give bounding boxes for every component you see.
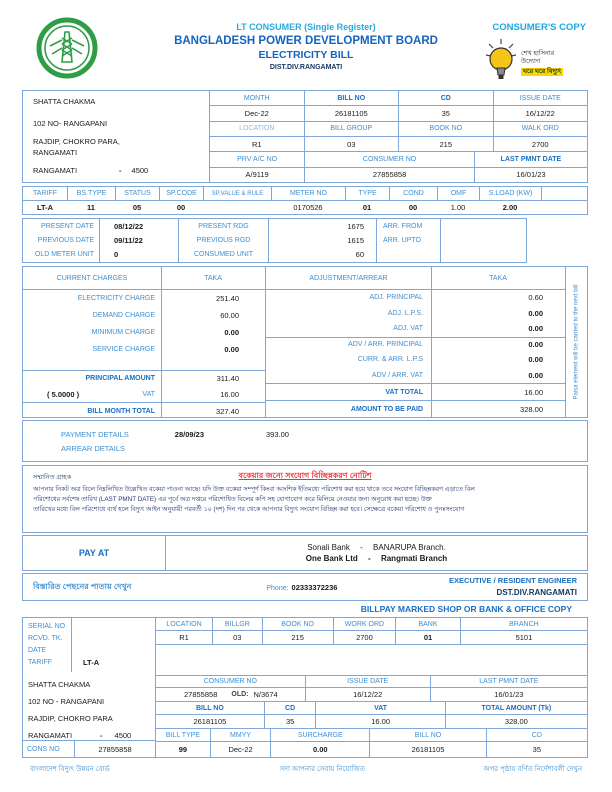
reading-row-previous [23, 233, 526, 247]
bp-old-value: N/3674 [253, 690, 278, 699]
minimum-charge-value: 0.00 [224, 328, 239, 337]
adv-arr-vat-value: 0.00 [528, 370, 543, 380]
issue-date-value: 16/12/22 [493, 106, 588, 120]
bp-bill-no-value: 26181105 [193, 717, 227, 726]
curr-arr-lps-row [266, 352, 565, 368]
type-header: TYPE [345, 187, 389, 200]
demand-charge-row [23, 307, 265, 324]
present-rdg-label: PRESENT RDG [178, 219, 268, 233]
info-header-row-1 [210, 91, 587, 106]
service-charge-value: 0.00 [224, 345, 239, 354]
cd-header: CD [398, 91, 493, 105]
old-meter-unit-value: 0 [99, 248, 178, 262]
arr-upto-value [440, 233, 526, 247]
arrear-details-label: ARREAR DETAILS [61, 443, 126, 453]
billpay-copy-box [22, 617, 588, 758]
bp-bill-no-header: BILL NO [195, 704, 224, 712]
tariff-strip [22, 186, 588, 215]
adj-vat-value: 0.00 [528, 324, 543, 334]
arr-from-label: ARR. FROM [376, 219, 440, 233]
sp-value-rule-value [203, 201, 271, 214]
bp-mmyy-header: MMYY [210, 729, 270, 741]
billpay-address [28, 676, 153, 744]
bs-type-header: BS.TYPE [67, 187, 115, 200]
location-value: R1 [251, 139, 262, 149]
bp-consumer-no-header: CONSUMER NO [203, 678, 257, 685]
consumer-info-box [22, 90, 588, 183]
vat-value: 16.00 [220, 389, 239, 399]
bp-branch-value: 5101 [460, 631, 587, 644]
billpay-address-line1: 102 NO - RANGAPANI [28, 697, 105, 706]
adj-vat-label: ADJ. VAT [393, 325, 423, 333]
phone-line [266, 583, 337, 592]
principal-amount-label: PRINCIPAL AMOUNT [85, 375, 155, 382]
vat-label: VAT [142, 390, 155, 398]
adv-arr-principal-value: 0.00 [528, 340, 543, 350]
bp-branch-header: BRANCH [460, 618, 587, 630]
present-rdg-value: 1675 [268, 219, 376, 233]
arr-from-value [440, 219, 526, 233]
service-charge-label: SERVICE CHARGE [92, 346, 155, 353]
pay-at-label: PAY AT [23, 536, 166, 570]
current-charges-header-row [23, 267, 265, 290]
side-note-column [566, 267, 587, 417]
tariff-value-empty [541, 201, 587, 214]
bp-vat-value: 16.00 [315, 715, 444, 728]
billpay-type-value-row [156, 742, 587, 757]
bp-cd2-header: CD [486, 729, 587, 741]
address-city-line [33, 166, 209, 175]
bank2-name: One Bank Ltd [305, 554, 358, 563]
book-no-value: 215 [398, 137, 493, 151]
billpay-bill-value-row [156, 715, 587, 729]
bulb-icon [484, 37, 518, 90]
adj-principal-value: 0.60 [528, 293, 543, 303]
billpay-loc-header-row [156, 618, 587, 631]
bill-info-grid [210, 91, 587, 182]
divider [161, 267, 162, 417]
info-value-row-2 [210, 137, 587, 152]
consumer-name: SHATTA CHAKMA [33, 97, 96, 106]
electricity-charge-label: ELECTRICITY CHARGE [77, 295, 155, 302]
billpay-right-panel [156, 618, 587, 757]
bp-last-pmnt-header: LAST PMNT DATE [430, 676, 587, 687]
bp-work-ord-header: WORK ORD [333, 618, 395, 630]
current-charges-panel [23, 267, 266, 417]
billpay-title: BILLPAY MARKED SHOP OR BANK & OFFICE COPY [360, 604, 572, 614]
billpay-tariff-value: LT-A [83, 658, 100, 667]
consumer-no-header: CONSUMER NO [304, 152, 474, 166]
prv-ac-no-value: A/9119 [245, 170, 269, 180]
adj-principal-label: ADJ. PRINCIPAL [369, 294, 423, 302]
minimum-charge-label: MINIMUM CHARGE [91, 329, 155, 336]
bp-surcharge-header: SURCHARGE [270, 729, 369, 741]
billpay-bill-header-row [156, 702, 587, 715]
notice-line2: পরিশোধের সর্বশেষ তারিখ (LAST PMNT DATE) এর পূর্বে অত্র দপ্তরে পরিশোধিত বিলের কপি সহ যোগাযোগ করে মিলিয়ে নেওয়ার জন্য অনুরোধ করা হচ্ছে। উক্ত [33, 496, 432, 504]
billpay-consumer-name: SHATTA CHAKMA [28, 680, 91, 689]
amount-to-be-paid-row [266, 400, 565, 418]
old-meter-unit-label: OLD METER UNIT [34, 251, 94, 259]
info-value-row-1 [210, 106, 587, 121]
back-page-note: বিস্তারিত পেছনের পাতায় দেখুন [33, 581, 132, 591]
pay-at-box [22, 535, 588, 571]
campaign-line2: উদ্যোগ [521, 58, 541, 66]
location-header: LOCATION [239, 125, 275, 133]
vat-rate: ( 5.0000 ) [47, 389, 80, 399]
notice-head [33, 470, 577, 482]
bp-bill-type-header: BILL TYPE [165, 731, 201, 739]
bill-group-header: BILL GROUP [304, 122, 399, 136]
adj-lps-row [266, 306, 565, 322]
bank1-separator: - [360, 543, 363, 552]
current-charges-header: CURRENT CHARGES [56, 274, 128, 282]
bp-mmyy-value: Dec-22 [210, 742, 270, 757]
address-line3: RANGAMATI [33, 148, 78, 157]
billpay-type-header-row [156, 729, 587, 742]
bank-list [166, 536, 587, 570]
bp-billgr-header: BILLGR [212, 618, 262, 630]
city: RANGAMATI [33, 166, 78, 175]
present-date-value: 08/12/22 [99, 219, 178, 233]
bill-no-header: BILL NO [304, 91, 399, 105]
taka-header-right: TAKA [489, 274, 507, 282]
bill-month-total-label: BILL MONTH TOTAL [87, 407, 155, 415]
bill-subtitle: LT CONSUMER (Single Register) [236, 22, 376, 32]
omf-value: 1.00 [450, 203, 466, 212]
electricity-charge-row [23, 290, 265, 307]
cond-header: COND [389, 187, 437, 200]
meter-no-header: METER NO [271, 187, 345, 200]
disconnection-notice-box [22, 465, 588, 533]
bp-issue-date-value: 16/12/22 [305, 688, 430, 701]
vat-total-row [266, 383, 565, 400]
bp-cd-value: 35 [264, 715, 316, 728]
bp-billgr-value: 03 [212, 631, 262, 644]
reading-empty-label [376, 248, 440, 262]
notice-body [33, 485, 577, 515]
omf-header: OMF [437, 187, 479, 200]
cond-value: 00 [408, 203, 418, 212]
billpay-loc-value-row [156, 631, 587, 645]
sp-value-rule-header: SP.VALUE & RULE [203, 187, 271, 200]
consumed-unit-value: 60 [268, 248, 376, 262]
bp-bill-no2-value: 26181105 [369, 742, 485, 757]
s-load-header: S.LOAD (KW) [479, 187, 541, 200]
adj-lps-value: 0.00 [528, 308, 543, 318]
previous-rgd-label: PREVIOUS RGD [178, 233, 268, 247]
officer-title: EXECUTIVE / RESIDENT ENGINEER [449, 576, 577, 586]
payment-details-box [22, 420, 588, 462]
footer-center: সদা আপনার সেবায় নিয়োজিত [279, 766, 365, 773]
officer-division: DST.DIV.RANGAMATI [496, 587, 577, 597]
adj-lps-label: ADJ. L.P.S. [387, 309, 423, 317]
charges-box [22, 266, 588, 418]
vat-total-label: VAT TOTAL [385, 388, 423, 396]
bp-book-no-header: BOOK NO [262, 618, 333, 630]
bank-line-2 [306, 554, 447, 563]
city-postcode-separator: - [119, 166, 122, 175]
bank1-name: Sonali Bank [307, 543, 350, 552]
arr-upto-label: ARR. UPTO [376, 233, 440, 247]
billpay-gap [156, 645, 587, 675]
info-header-row-2 [210, 122, 587, 137]
adv-arr-principal-label: ADV / ARR. PRINCIPAL [348, 341, 423, 349]
bp-cd-header: CD [264, 702, 316, 714]
type-value: 01 [362, 203, 372, 212]
divider [431, 267, 432, 417]
reading-row-present [23, 219, 526, 233]
bp-old-label: OLD: [231, 691, 249, 698]
month-value: Dec-22 [244, 108, 269, 118]
notice-line1: আপনার নিকট অত্র বিলে নিম্নলিখিত উল্লেখিত বকেয়া পাওনা আছে। যদি উক্ত বকেয়া সম্পূর্ণ কিংবা আংশিক ইতিমধ্যে পরিশোধ করা হয়ে থাকে তবে সংযোগ বিচ্ছিন্নকরণ এড়াতে বিল [33, 486, 475, 493]
demand-charge-label: DEMAND CHARGE [92, 312, 155, 319]
electricity-charge-value: 251.40 [216, 294, 239, 303]
footer-right: অপর পৃষ্ঠায় বর্ণিত নির্দেশাবলী দেখুন [483, 766, 582, 773]
phone-label: Phone: [266, 584, 289, 592]
meter-no-value: 0170526 [293, 203, 323, 212]
billpay-consumer-value-row [156, 688, 587, 702]
status-header: STATUS [115, 187, 159, 200]
last-pmnt-date-header: LAST PMNT DATE [474, 152, 587, 166]
adj-principal-row [266, 290, 565, 306]
payment-amount: 393.00 [266, 429, 289, 439]
bp-total-amount-value: 328.00 [445, 715, 587, 728]
vat-label-cell [23, 390, 161, 399]
adv-arr-vat-row [266, 368, 565, 384]
footer [30, 763, 582, 775]
prv-ac-no-header: PRV A/C NO [237, 155, 278, 163]
campaign-line3: ঘরে ঘরে বিদ্যুৎ [523, 67, 562, 75]
previous-date-label: PREVIOUS DATE [37, 236, 94, 244]
bank1-branch: BANARUPA Branch. [373, 543, 446, 552]
amount-to-be-paid-label: AMOUNT TO BE PAID [350, 406, 423, 413]
bp-consumer-no-value: 27855858 [184, 690, 218, 699]
billpay-city-separator: - [100, 731, 103, 740]
cons-no-value: 27855858 [98, 744, 132, 754]
bill-header [110, 22, 502, 71]
issue-date-header: ISSUE DATE [493, 91, 588, 105]
amount-to-be-paid-value: 328.00 [520, 405, 543, 414]
walk-ord-value: 2700 [493, 137, 588, 151]
sp-code-header: SP.CODE [159, 187, 203, 200]
tariff-header-row [23, 187, 587, 201]
curr-arr-lps-label: CURR. & ARR. L.P.S [357, 356, 423, 364]
bill-group-value: 03 [304, 137, 399, 151]
present-date-label: PRESENT DATE [40, 222, 94, 230]
principal-amount-row [23, 370, 265, 386]
billpay-address-line2: RAJDIP, CHOKRO PARA [28, 714, 113, 723]
consumers-copy-label: CONSUMER'S COPY [492, 22, 586, 33]
address-line2: RAJDIP, CHOKRO PARA, [33, 137, 120, 146]
tariff-header: TARIFF [33, 190, 57, 197]
cons-no-row [23, 740, 155, 757]
bp-work-ord-value: 2700 [333, 631, 395, 644]
billpay-left-labels [23, 618, 72, 672]
bp-bill-no2-header: BILL NO [369, 729, 485, 741]
billpay-city: RANGAMATI [28, 731, 73, 740]
org-name: BANGLADESH POWER DEVELOPMENT BOARD [174, 35, 438, 47]
adv-arr-vat-label: ADV / ARR. VAT [371, 371, 423, 379]
campaign-badge [484, 38, 584, 88]
previous-date-value: 09/11/22 [99, 233, 178, 247]
bp-total-amount-header: TOTAL AMOUNT (Tk) [445, 702, 587, 714]
bill-month-total-row [23, 402, 265, 419]
tariff-header-empty [541, 187, 587, 200]
walk-ord-header: WALK ORD [493, 122, 588, 136]
book-no-header: BOOK NO [398, 122, 493, 136]
bill-no-value: 26181105 [304, 106, 399, 120]
date-label: DATE [28, 647, 47, 654]
month-header: MONTH [243, 94, 270, 102]
consumed-unit-label: CONSUMED UNIT [178, 248, 268, 262]
notice-line3: তারিখের মধ্যে বিল পরিশোধে ব্যর্থ হলে বিদ্যুৎ আইন অনুযায়ী পরবর্তী ১০ (দশ) দিন পর থেকে আপনার বিদ্যুৎ সংযোগ বিচ্ছিন্ন করা হবে। সেক্ষেত্রে বকেয়া পরিশোধ ও পুনঃসংযোগ [33, 506, 465, 514]
service-charge-row [23, 341, 265, 358]
adj-vat-row [266, 321, 565, 337]
footer-left: বাংলাদেশ বিদ্যুৎ উন্নয়ন বোর্ড [30, 766, 110, 773]
adjustment-header-row [266, 267, 565, 290]
bp-issue-date-header: ISSUE DATE [305, 676, 430, 687]
notice-salutation: সম্মানিত গ্রাহক [33, 474, 72, 481]
info-value-row-3 [210, 168, 587, 182]
reading-empty-value [440, 248, 526, 262]
last-pmnt-date-value: 16/01/23 [474, 168, 587, 182]
bp-location-header: LOCATION [166, 620, 202, 628]
payment-details-row [23, 427, 587, 441]
tariff-value: LT-A [36, 203, 54, 212]
status-value: 05 [132, 203, 142, 212]
cd-value: 35 [398, 106, 493, 120]
bp-book-no-value: 215 [262, 631, 333, 644]
campaign-caption [521, 50, 563, 75]
reading-row-consumed [23, 248, 526, 262]
rcvd-tk-label: RCVD. TK. [28, 635, 63, 642]
payment-details-label: PAYMENT DETAILS [61, 429, 129, 439]
bp-last-pmnt-value: 16/01/23 [430, 688, 587, 701]
bp-cd2-value: 35 [486, 742, 587, 757]
adv-arr-principal-row [266, 337, 565, 353]
principal-amount-value: 311.40 [216, 374, 239, 383]
doc-title: ELECTRICITY BILL [258, 49, 354, 61]
phone-number: 02333372236 [291, 582, 338, 592]
campaign-line1: শেখ হাসিনার [521, 50, 555, 58]
previous-rgd-value: 1615 [268, 233, 376, 247]
bank2-branch: Rangmati Branch [380, 554, 448, 563]
consumer-address [23, 91, 210, 182]
bpdb-logo-icon [36, 16, 98, 85]
info-header-row-3 [210, 152, 587, 167]
vat-total-value: 16.00 [524, 387, 543, 397]
taka-header-left: TAKA [204, 274, 222, 282]
postcode: 4500 [131, 166, 149, 175]
adjustment-panel [266, 267, 566, 417]
bp-location-value: R1 [179, 633, 189, 642]
minimum-charge-row [23, 324, 265, 341]
bp-vat-header: VAT [315, 702, 444, 714]
billpay-consumer-header-row [156, 675, 587, 688]
notice-title: বকেয়ার জন্যে সংযোগ বিচ্ছিন্নকরণ নোটিশ [238, 471, 372, 480]
address-line1: 102 NO- RANGAPANI [33, 119, 108, 128]
vat-row [23, 386, 265, 402]
consumer-no-value: 27855858 [304, 168, 474, 182]
arrear-details-row [23, 441, 587, 455]
bp-bill-type-value: 99 [178, 745, 188, 754]
bp-surcharge-value: 0.00 [270, 742, 369, 757]
officer-signature-block [449, 576, 577, 598]
serial-no-label: SERIAL NO [28, 623, 66, 630]
bp-consumer-no-cell [156, 688, 305, 701]
paisa-note: Paisa element will be carried to the next bill [573, 284, 579, 400]
division-name: DIST.DIV.RANGAMATI [269, 64, 343, 71]
cons-no-label: CONS NO [23, 741, 75, 757]
billpay-postcode: 4500 [114, 731, 132, 740]
tariff-label: TARIFF [28, 659, 52, 666]
bp-bank-value: 01 [395, 631, 460, 644]
bill-month-total-value: 327.40 [216, 406, 239, 416]
spacer [23, 358, 265, 370]
payment-date: 28/09/23 [174, 429, 204, 439]
bank-line-1 [307, 543, 446, 552]
demand-charge-value: 60.00 [220, 311, 239, 320]
adjustment-header: ADJUSTMENT/ARREAR [309, 274, 388, 282]
tariff-value-row [23, 201, 587, 214]
billpay-left-panel [23, 618, 156, 757]
curr-arr-lps-value: 0.00 [528, 355, 543, 365]
bp-bank-header: BANK [395, 618, 460, 630]
sp-code-value: 00 [176, 203, 186, 212]
bs-type-value: 11 [87, 203, 95, 212]
s-load-value: 2.00 [502, 203, 518, 212]
bank2-separator: - [368, 554, 371, 563]
officer-strip [22, 573, 588, 601]
meter-readings-box [22, 218, 527, 263]
